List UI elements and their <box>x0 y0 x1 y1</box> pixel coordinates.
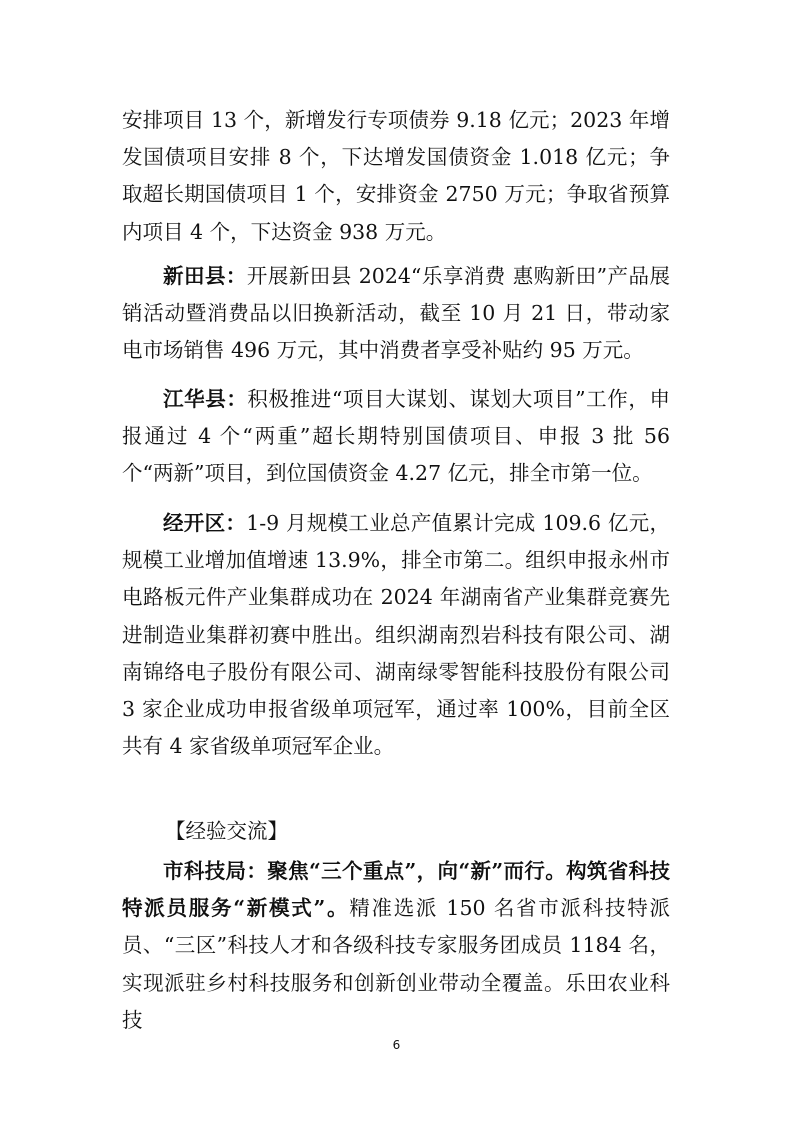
paragraph-lead: 市科技局： <box>163 859 268 883</box>
paragraph-text: 1-9 月规模工业总产值累计完成 109.6 亿元，规模工业增加值增速 13.9%，排全市第二。组织申报永州市电路板元件产业集群成功在 2024 年湖南省产业集群竞赛先进制造业集群初赛中胜出。组织湖南烈岩科技有限公司、湖南锦络电子股份有限公司、湖南绿零智能科技股份有限公司 3 家企业成功申报省级单项冠军，通过率 100%，目前全区共有 4 家省级单项冠军企业。 <box>122 511 671 759</box>
paragraph-text: 安排项目 13 个，新增发行专项债券 9.18 亿元；2023 年增发国债项目安排 8 个，下达增发国债资金 1.018 亿元；争取超长期国债项目 1 个，安排资金 2750 万元；争取省预算内项目 4 个，下达资金 938 万元。 <box>122 108 670 244</box>
paragraph-xintian <box>122 258 670 370</box>
paragraph-lead: 新田县： <box>163 264 247 288</box>
paragraph-bold-text: 聚焦“三个重点”，向“新”而行。构筑省科技特派员服务“新模式”。 <box>122 859 670 921</box>
paragraph-text: 积极推进“项目大谋划、谋划大项目”工作，申报通过 4 个“两重”超长期特别国债项目、申报 3 批 56 个“两新”项目，到位国债资金 4.27 亿元，排全市第一位。 <box>122 387 670 486</box>
paragraph-jianghua <box>122 381 670 493</box>
paragraph-text: 精准选派 150 名省市派科技特派员、“三区”科技人才和各级科技专家服务团成员 1184 名，实现派驻乡村科技服务和创新创业带动全覆盖。乐田农业科技 <box>122 896 670 1032</box>
paragraph-development-zone <box>122 505 670 765</box>
paragraph-lead: 经开区： <box>163 511 247 535</box>
page-number: 6 <box>392 1038 401 1052</box>
section-heading: 【经验交流】 <box>165 819 288 843</box>
paragraph-lead: 江华县： <box>163 387 248 411</box>
paragraph-text: 开展新田县 2024“乐享消费 惠购新田”产品展销活动暨消费品以旧换新活动，截至 10 月 21 日，带动家电市场销售 496 万元，其中消费者享受补贴约 95 万元。 <box>122 264 670 363</box>
paragraph-science-bureau <box>122 853 670 1039</box>
paragraph-budget-projects <box>122 102 670 251</box>
